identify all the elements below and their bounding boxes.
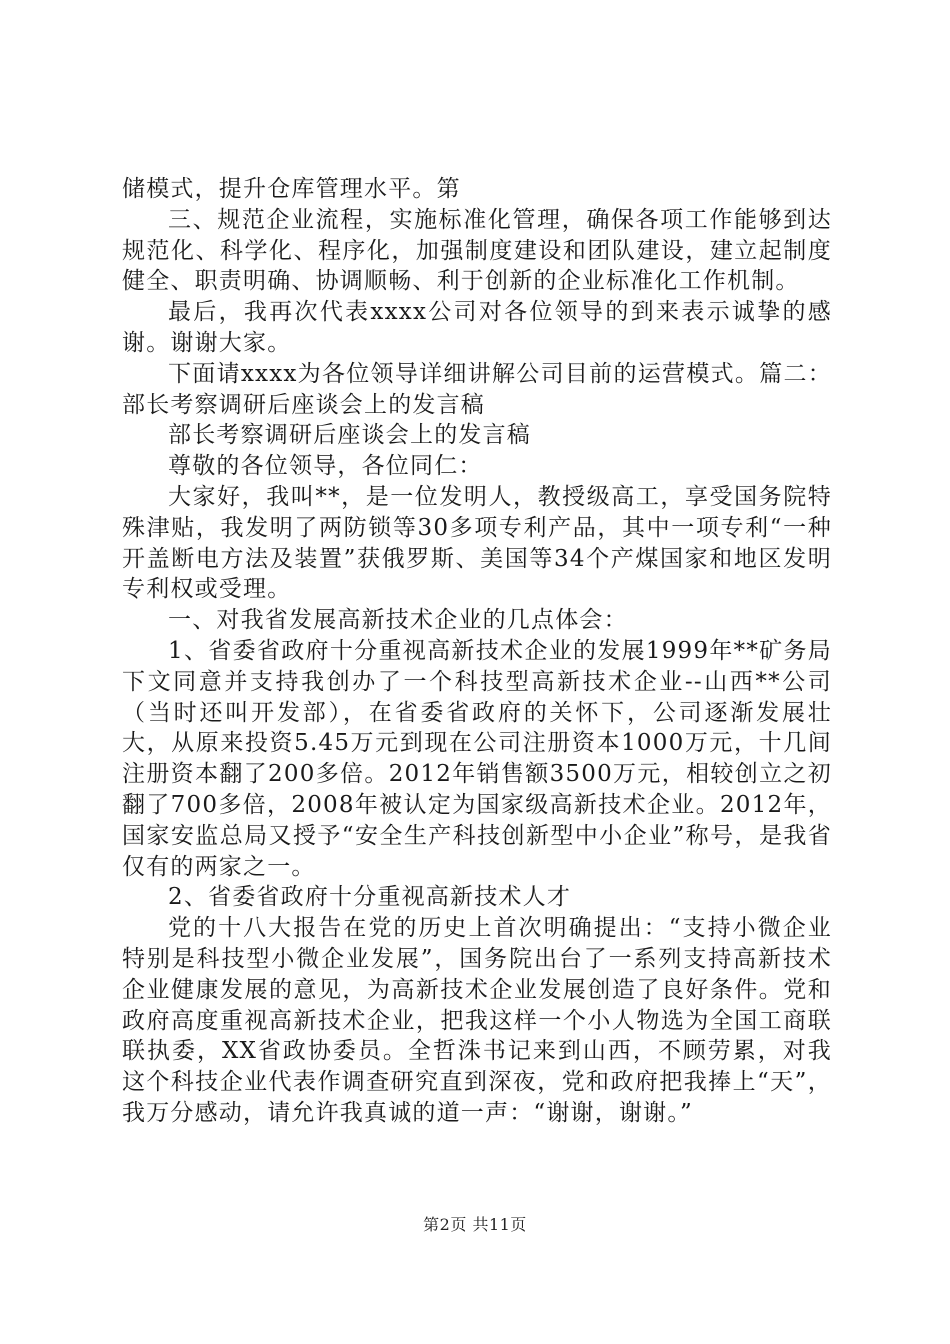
paragraph: 大家好，我叫**，是一位发明人，教授级高工，享受国务院特殊津贴，我发明了两防锁等30多项专利产品，其中一项专利“一种开盖断电方法及装置”获俄罗斯、美国等34个产煤国家和地区发明专利权或受理。: [122, 483, 832, 603]
page-number-footer: 第2页 共11页: [423, 1215, 527, 1234]
paragraph: 三、规范企业流程，实施标准化管理，确保各项工作能够到达规范化、科学化、程序化，加强制度建设和团队建设，建立起制度健全、职责明确、协调顺畅、利于创新的企业标准化工作机制。: [122, 206, 832, 295]
paragraph: 2、省委省政府十分重视高新技术人才: [168, 884, 572, 911]
paragraph: 尊敬的各位领导，各位同仁：: [168, 453, 483, 480]
paragraph: 1、省委省政府十分重视高新技术企业的发展1999年**矿务局下文同意并支持我创办了一个科技型高新技术企业--山西**公司（当时还叫开发部），在省委省政府的关怀下，公司逐渐发展壮大，从原来投资5.45万元到现在公司注册资本1000万元，十几间注册资本翻了200多倍。2012年销售额3500万元，相较创立之初翻了700多倍，2008年被认定为国家级高新技术企业。2012年，国家安监总局又授予“安全生产科技创新型中小企业”称号，是我省仅有的两家之一。: [122, 637, 832, 880]
paragraph: 一、对我省发展高新技术企业的几点体会：: [168, 607, 628, 634]
paragraph: 最后，我再次代表xxxx公司对各位领导的到来表示诚挚的感谢。谢谢大家。: [122, 299, 832, 356]
paragraph: 储模式，提升仓库管理水平。第: [122, 176, 461, 202]
paragraph: 党的十八大报告在党的历史上首次明确提出：“支持小微企业特别是科技型小微企业发展”，国务院出台了一系列支持高新技术企业健康发展的意见，为高新技术企业发展创造了良好条件。党和政府高度重视高新技术企业，把我这样一个小人物选为全国工商联联执委，XX省政协委员。全哲洙书记来到山西，不顾劳累，对我这个科技企业代表作调查研究直到深夜，党和政府把我捧上“天”，我万分感动，请允许我真诚的道一声：“谢谢，谢谢。”: [122, 915, 832, 1126]
paragraph: 下面请xxxx为各位领导详细讲解公司目前的运营模式。篇二：部长考察调研后座谈会上的发言稿: [122, 360, 832, 418]
document-body: [122, 174, 832, 1129]
paragraph: 部长考察调研后座谈会上的发言稿: [168, 422, 531, 449]
